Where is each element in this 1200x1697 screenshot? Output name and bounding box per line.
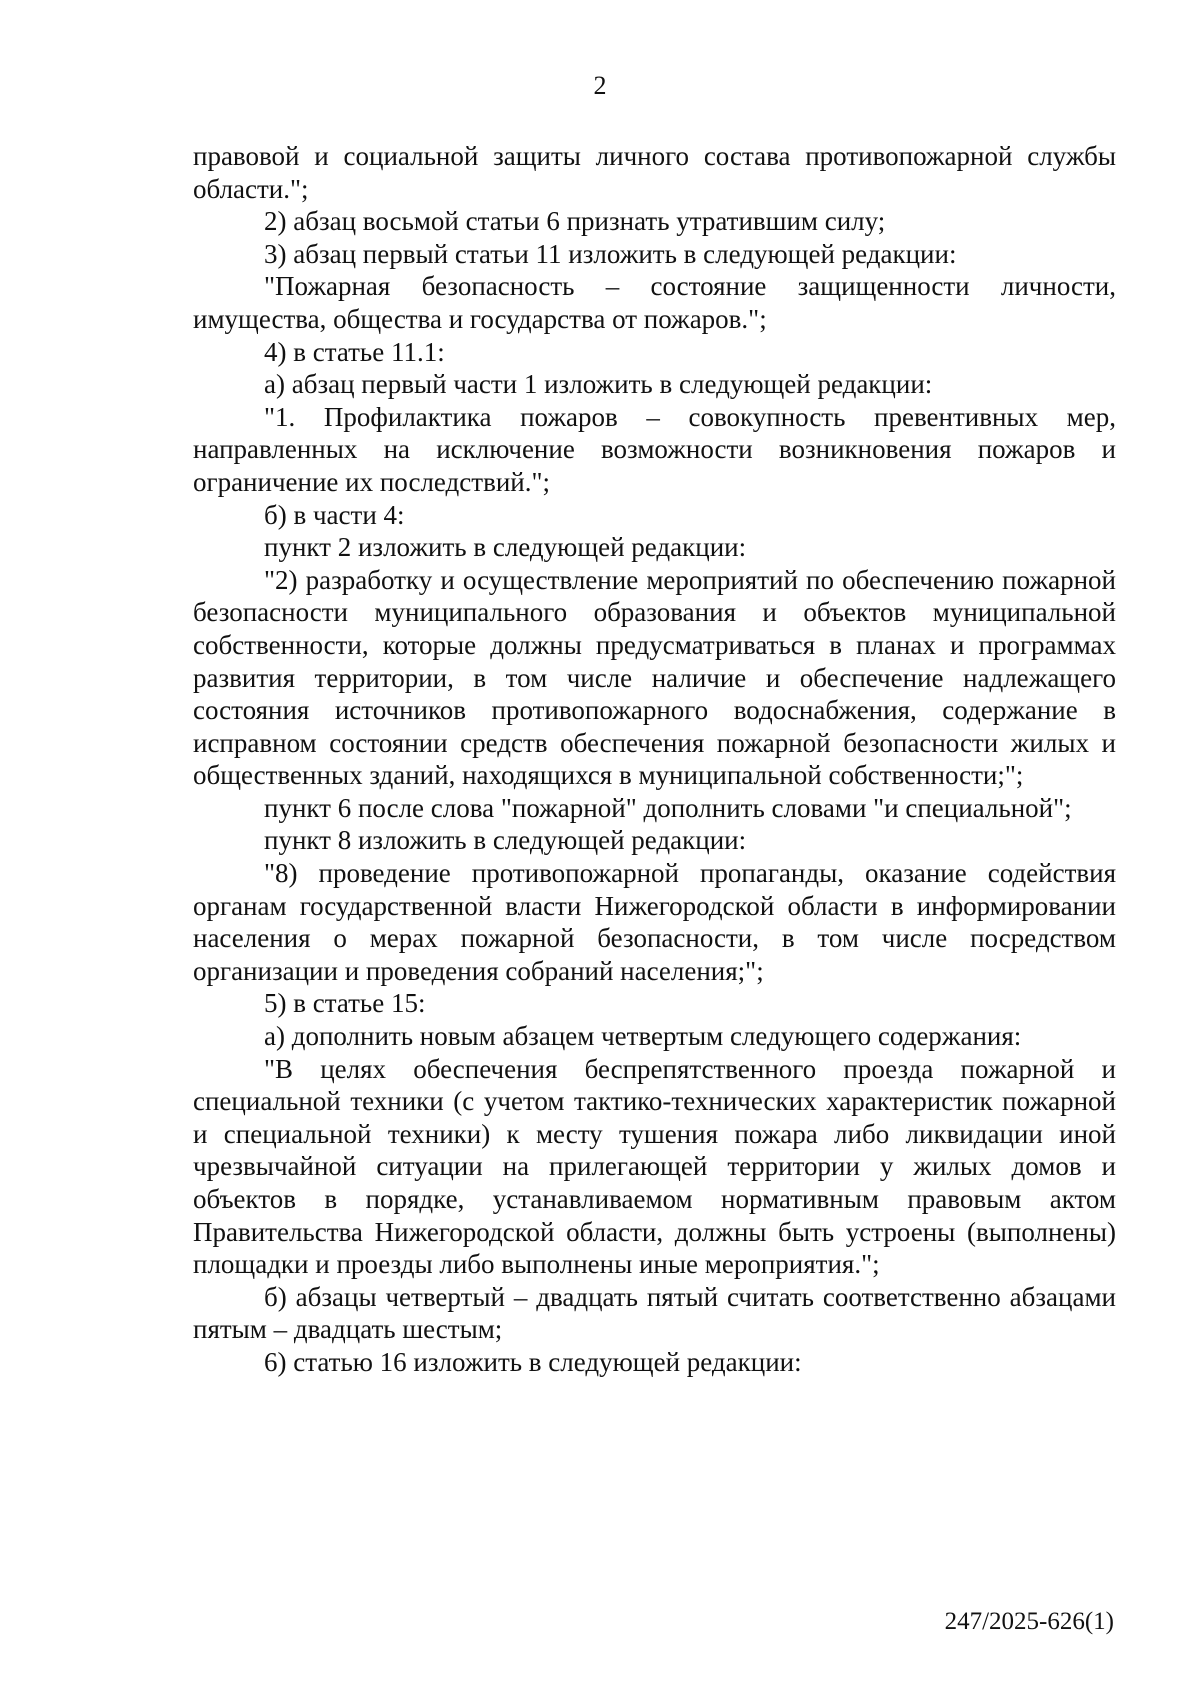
- paragraph: 6) статью 16 изложить в следующей редакции:: [264, 1346, 802, 1377]
- paragraph: "2) разработку и осуществление мероприятий по обеспечению пожарной безопасности муниципального образования и объектов муниципальной собственности, которые должны предусматриваться в планах и программах развития территории, в том числе наличие и обеспечение надлежащего состояния источников противопожарного водоснабжения, содержание в исправном состоянии средств обеспечения пожарной безопасности жилых и общественных зданий, находящихся в муниципальной собственности;";: [193, 564, 1116, 791]
- paragraph: 4) в статье 11.1:: [264, 336, 445, 367]
- paragraph: а) абзац первый части 1 изложить в следующей редакции:: [264, 369, 933, 400]
- document-code: 247/2025-626(1): [944, 1608, 1114, 1635]
- paragraph: 3) абзац первый статьи 11 изложить в следующей редакции:: [264, 238, 957, 269]
- paragraph: а) дополнить новым абзацем четвертым следующего содержания:: [264, 1021, 1022, 1052]
- paragraph: "В целях обеспечения беспрепятственного проезда пожарной и специальной техники (с учетом тактико-технических характеристик пожарной и специальной техники) к месту тушения пожара либо ликвидации иной чрезвычайной ситуации на прилегающей территории у жилых домов и объектов в порядке, устанавливаемом нормативным правовым актом Правительства Нижегородской области, должны быть устроены (выполнены) площадки и проезды либо выполнены иные мероприятия.";: [193, 1053, 1116, 1280]
- paragraph: "1. Профилактика пожаров – совокупность превентивных мер, направленных на исключение возможности возникновения пожаров и ограничение их последствий.";: [193, 401, 1116, 497]
- paragraph: пункт 2 изложить в следующей редакции:: [264, 532, 747, 563]
- paragraph: 5) в статье 15:: [264, 988, 426, 1019]
- paragraph: пункт 6 после слова "пожарной" дополнить словами "и специальной";: [264, 792, 1072, 823]
- document-body: [193, 140, 1116, 1379]
- paragraph: б) в части 4:: [264, 499, 405, 530]
- page-number: 2: [593, 71, 607, 100]
- paragraph-continuation: правовой и социальной защиты личного состава противопожарной службы области.";: [193, 141, 1116, 204]
- paragraph: "8) проведение противопожарной пропаганды, оказание содействия органам государственной власти Нижегородской области в информировании населения о мерах пожарной безопасности, в том числе посредством организации и проведения собраний населения;";: [193, 858, 1116, 986]
- paragraph: "Пожарная безопасность – состояние защищенности личности, имущества, общества и государства от пожаров.";: [193, 271, 1116, 334]
- paragraph: пункт 8 изложить в следующей редакции:: [264, 825, 747, 856]
- paragraph: 2) абзац восьмой статьи 6 признать утратившим силу;: [264, 206, 886, 237]
- paragraph: б) абзацы четвертый – двадцать пятый считать соответственно абзацами пятым – двадцать шестым;: [193, 1281, 1116, 1345]
